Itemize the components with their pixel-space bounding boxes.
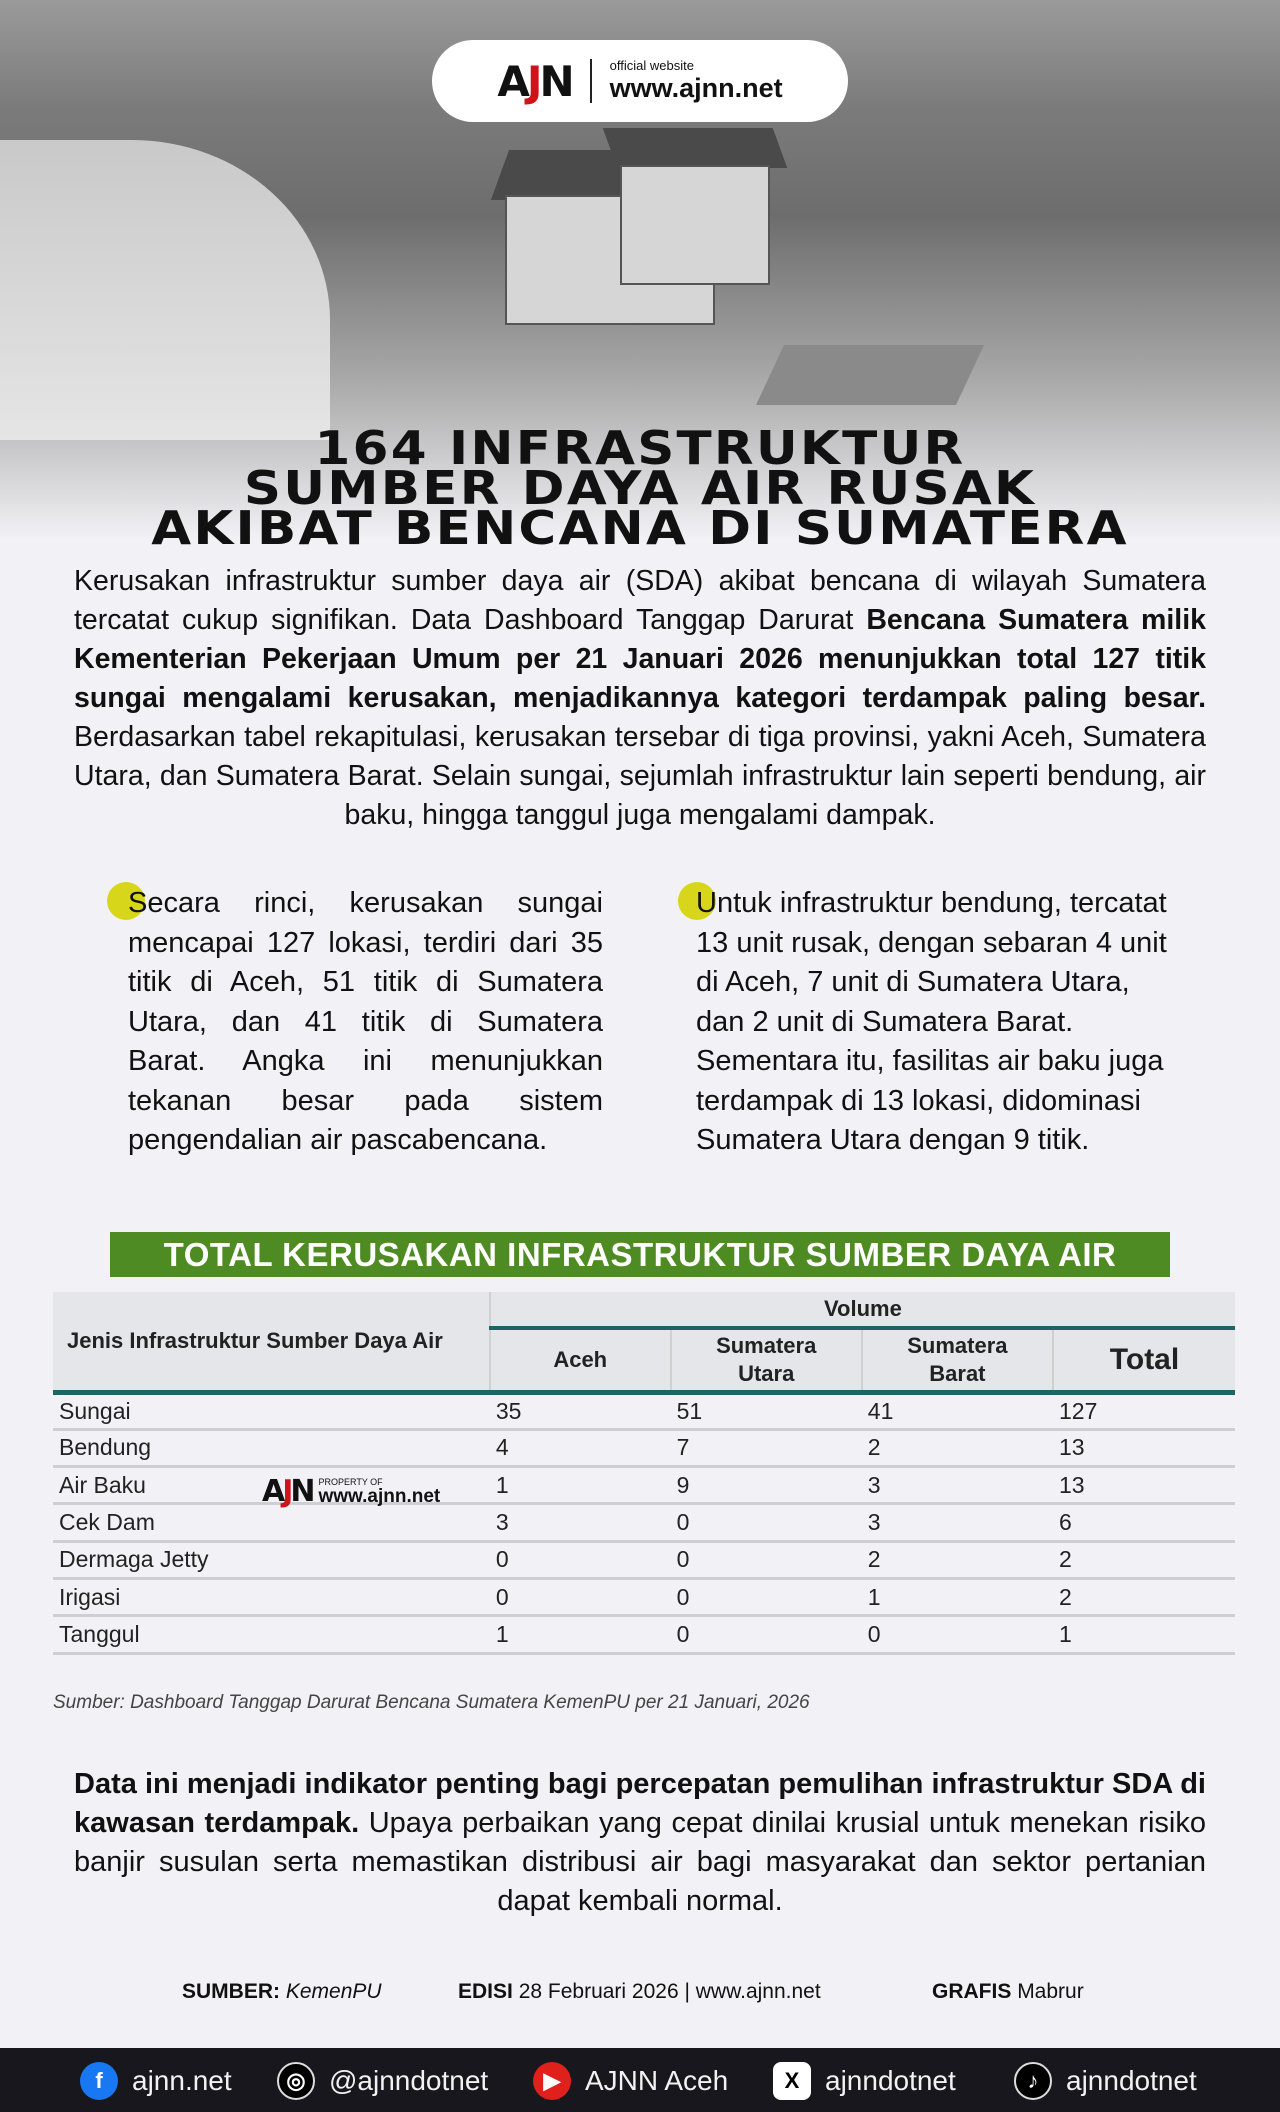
- header-aceh: Aceh: [490, 1328, 671, 1392]
- watermark-logo: AJN: [262, 1474, 313, 1509]
- row-value: 4: [490, 1429, 671, 1466]
- table-row: [53, 1504, 1235, 1541]
- table-title: TOTAL KERUSAKAN INFRASTRUKTUR SUMBER DAYA AIR: [110, 1232, 1170, 1277]
- row-value: 13: [1053, 1429, 1235, 1466]
- table-row: [53, 1616, 1235, 1653]
- credit-grafis: [932, 1980, 1084, 2004]
- row-value: 9: [671, 1467, 862, 1504]
- title-line-1: 164 INFRASTRUKTUR: [314, 421, 966, 475]
- row-value: 0: [490, 1578, 671, 1615]
- row-value: 127: [1053, 1392, 1235, 1429]
- ajnn-logo-mark: AJN: [497, 56, 572, 106]
- closing-text: Upaya perbaikan yang cepat dinilai krusial untuk menekan risiko banjir susulan serta memastikan distribusi air bagi masyarakat dan sektor pertanian dapat kembali normal.: [74, 1807, 1206, 1917]
- row-value: 2: [1053, 1541, 1235, 1578]
- social-link-x[interactable]: [773, 2062, 956, 2100]
- title-line-3: AKIBAT BENCANA DI SUMATERA: [151, 501, 1129, 555]
- row-value: 6: [1053, 1504, 1235, 1541]
- tiktok-icon: ♪: [1014, 2062, 1052, 2100]
- row-value: 2: [862, 1541, 1053, 1578]
- row-label: Air Baku: [53, 1467, 490, 1504]
- header-sumbar: Sumatera Barat: [862, 1328, 1053, 1392]
- row-value: 1: [862, 1578, 1053, 1615]
- row-label: Bendung: [53, 1429, 490, 1466]
- row-value: 0: [490, 1541, 671, 1578]
- row-value: 0: [671, 1578, 862, 1615]
- table-row: [53, 1467, 1235, 1504]
- credit-edisi: [458, 1980, 821, 2004]
- row-value: 3: [862, 1504, 1053, 1541]
- table-row: [53, 1541, 1235, 1578]
- title-line-2: SUMBER DAYA AIR RUSAK: [243, 461, 1037, 515]
- social-label: ajnndotnet: [825, 2065, 956, 2096]
- row-value: 1: [490, 1467, 671, 1504]
- credit-value: KemenPU: [285, 1980, 382, 2003]
- intro-text-2: Berdasarkan tabel rekapitulasi, kerusakan tersebar di tiga provinsi, yakni Aceh, Sumatera Utara, dan Sumatera Barat. Selain sungai, sejumlah infrastruktur lain seperti bendung, air baku, hingga tanggul juga mengalami dampak.: [74, 721, 1206, 831]
- row-value: 1: [490, 1616, 671, 1653]
- row-label: Irigasi: [53, 1578, 490, 1615]
- bullet-bendung: Untuk infrastruktur bendung, tercatat 13 unit rusak, dengan sebaran 4 unit di Aceh, 7 unit di Sumatera Utara, dan 2 unit di Sumatera Barat. Sementara itu, fasilitas air baku juga terdampak di 13 lokasi, didominasi Sumatera Utara dengan 9 titik.: [696, 887, 1167, 1156]
- intro-paragraph: [74, 562, 1206, 835]
- row-value: 3: [490, 1504, 671, 1541]
- row-value: 0: [862, 1616, 1053, 1653]
- social-link-youtube[interactable]: [533, 2062, 728, 2100]
- intro-text: Kerusakan infrastruktur sumber daya air (SDA) akibat bencana di wilayah Sumatera tercatat cukup signifikan. Data Dashboard Tanggap Darurat: [74, 565, 1206, 636]
- row-label: Tanggul: [53, 1616, 490, 1653]
- row-value: 0: [671, 1504, 862, 1541]
- instagram-icon: ◎: [277, 2062, 315, 2100]
- watermark-url: www.ajnn.net: [318, 1486, 441, 1507]
- ajnn-logo[interactable]: [432, 40, 848, 122]
- row-value: 2: [1053, 1578, 1235, 1615]
- damage-table: [53, 1292, 1235, 1655]
- social-label: @ajnndotnet: [329, 2065, 489, 2096]
- row-value: 13: [1053, 1467, 1235, 1504]
- row-value: 1: [1053, 1616, 1235, 1653]
- social-link-instagram[interactable]: [277, 2062, 488, 2100]
- table-source: Sumber: Dashboard Tanggap Darurat Bencana Sumatera KemenPU per 21 Januari, 2026: [53, 1692, 810, 1713]
- header-sumut: Sumatera Utara: [671, 1328, 862, 1392]
- credit-label: GRAFIS: [932, 1980, 1012, 2003]
- row-label: Dermaga Jetty: [53, 1541, 490, 1578]
- social-label: AJNN Aceh: [585, 2065, 729, 2096]
- x-icon: X: [773, 2062, 811, 2100]
- table-row: [53, 1392, 1235, 1429]
- header-volume: Volume: [490, 1292, 1235, 1328]
- row-value: 0: [671, 1616, 862, 1653]
- closing-bold: Data ini menjadi indikator penting bagi percepatan pemulihan infrastruktur SDA di kawasan terdampak.: [74, 1768, 1206, 1839]
- row-value: 2: [862, 1429, 1053, 1466]
- social-link-facebook[interactable]: [80, 2062, 232, 2100]
- social-label: ajnndotnet: [1066, 2065, 1197, 2096]
- row-label: Cek Dam: [53, 1504, 490, 1541]
- row-value: 7: [671, 1429, 862, 1466]
- row-value: 41: [862, 1392, 1053, 1429]
- facebook-icon: f: [80, 2062, 118, 2100]
- page-title: [0, 421, 1280, 555]
- row-value: 35: [490, 1392, 671, 1429]
- credit-value: Mabrur: [1017, 1980, 1084, 2003]
- credit-sumber: [182, 1980, 382, 2004]
- header-total: Total: [1053, 1328, 1235, 1392]
- header-jenis: Jenis Infrastruktur Sumber Daya Air: [53, 1292, 490, 1392]
- row-value: 0: [671, 1541, 862, 1578]
- logo-tagline: official website: [609, 58, 694, 73]
- table-row: [53, 1429, 1235, 1466]
- watermark-small: PROPERTY OF: [318, 1477, 383, 1487]
- credit-label: EDISI: [458, 1980, 513, 2003]
- logo-divider: [590, 59, 592, 103]
- social-bar: [0, 2048, 1280, 2112]
- row-value: 51: [671, 1392, 862, 1429]
- row-label: Sungai: [53, 1392, 490, 1429]
- social-label: ajnn.net: [132, 2065, 232, 2096]
- watermark: [262, 1474, 440, 1509]
- bullet-sungai: Secara rinci, kerusakan sungai mencapai 127 lokasi, terdiri dari 35 titik di Aceh, 51 titik di Sumatera Utara, dan 41 titik di Sumatera Barat. Angka ini menunjukkan tekanan besar pada sistem pengendalian air pascabencana.: [128, 887, 603, 1156]
- social-link-tiktok[interactable]: [1014, 2062, 1197, 2100]
- credit-label: SUMBER:: [182, 1980, 280, 2003]
- intro-bold: Bencana Sumatera milik Kementerian Pekerjaan Umum per 21 Januari 2026 menunjukkan total 127 titik sungai mengalami kerusakan, menjadikannya kategori terdampak paling besar.: [74, 604, 1206, 714]
- credit-value: 28 Februari 2026 | www.ajnn.net: [518, 1980, 821, 2003]
- row-value: 3: [862, 1467, 1053, 1504]
- table-row: [53, 1578, 1235, 1615]
- youtube-icon: ▶: [533, 2062, 571, 2100]
- closing-paragraph: [74, 1765, 1206, 1921]
- logo-url: www.ajnn.net: [609, 73, 783, 103]
